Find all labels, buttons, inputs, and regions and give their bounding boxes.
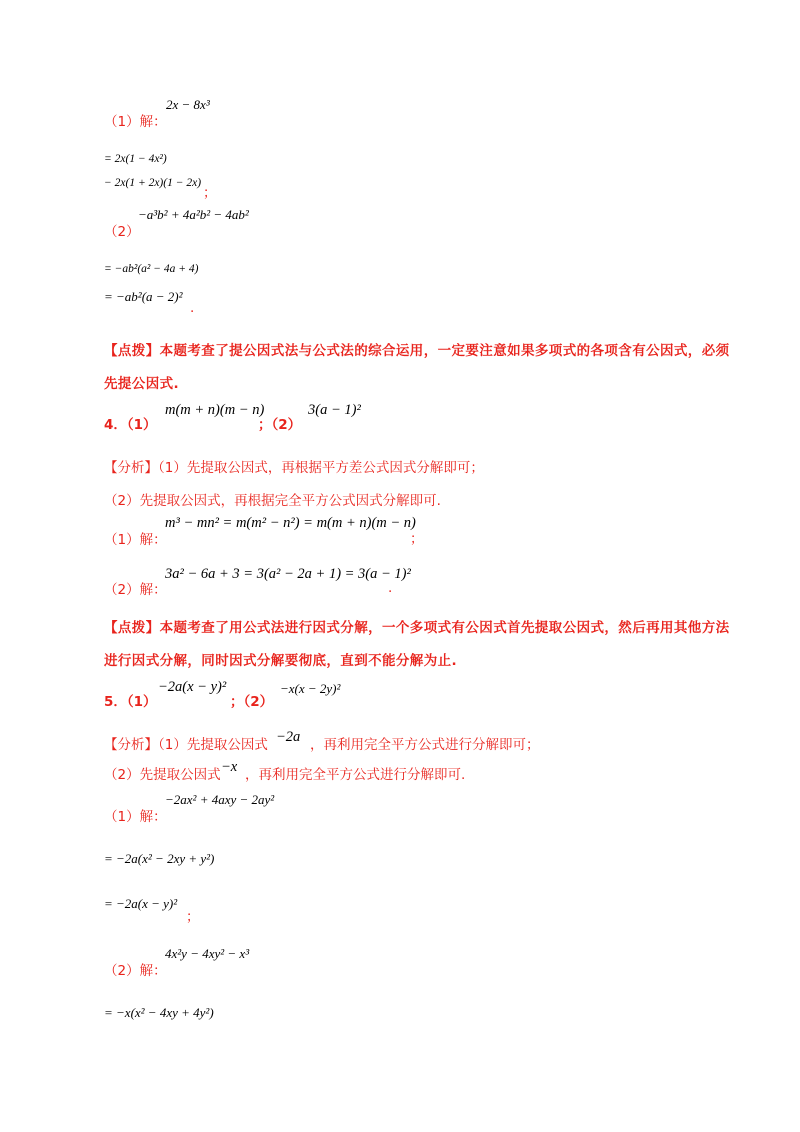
q5-answer-prefix: 5．（1）	[104, 694, 157, 710]
q5-part1-label: （1）解：	[104, 809, 167, 825]
q4-answer-prefix: 4．（1）	[104, 417, 157, 433]
q4-answer1: m(m + n)(m − n)	[165, 402, 265, 418]
q5-answer2: −x(x − 2y)²	[280, 681, 341, 696]
q3-part1-step2-punct: ；	[203, 185, 217, 201]
q3-part2-expression: −a³b² + 4a²b² − 4ab²	[138, 207, 249, 222]
q3-part2-step2: = −ab²(a − 2)²	[104, 289, 183, 304]
q4-part1-punct: ；	[410, 531, 424, 547]
q4-tip: 【点拨】本题考查了用公式法进行因式分解，一个多项式有公因式首先提取公因式，然后再用其他方法进行因式分解，同时因式分解要彻底，直到不能分解为止.	[104, 620, 730, 669]
q5-part1-step2-punct: ；	[186, 909, 200, 925]
q3-part2-step1: = −ab²(a² − 4a + 4)	[104, 263, 199, 275]
q4-analysis-line1: 【分析】（1）先提取公因式，再根据平方差公式因式分解即可；	[104, 460, 484, 476]
q4-part1-label: （1）解：	[104, 532, 167, 548]
q3-part1-step2: − 2x(1 + 2x)(1 − 2x)	[104, 177, 202, 189]
q5-analysis-line2-part-a: （2）先提取公因式	[104, 767, 221, 783]
q4-part2-punct: .	[388, 580, 393, 596]
q4-part2-label: （2）解：	[104, 582, 167, 598]
q3-part1-step1: = 2x(1 − 4x²)	[104, 153, 167, 165]
q5-answer1: −2a(x − y)²	[158, 679, 227, 695]
q3-part2-label: （2）	[104, 224, 140, 240]
q5-analysis-line1-part-a: 【分析】（1）先提取公因式	[104, 737, 268, 753]
q5-part1-step2: = −2a(x − y)²	[104, 896, 178, 911]
q5-part1-expression: −2ax² + 4axy − 2ay²	[165, 792, 275, 807]
q5-part2-label: （2）解：	[104, 963, 167, 979]
q3-part2-step2-punct: .	[190, 300, 195, 316]
q4-analysis-line2: （2）先提取公因式，再根据完全平方公式因式分解即可.	[104, 493, 441, 509]
q3-tip: 【点拨】本题考查了提公因式法与公式法的综合运用，一定要注意如果多项式的各项含有公因式，必须先提公因式.	[104, 343, 730, 392]
q5-analysis-line2-expression: −x	[221, 759, 238, 775]
q4-answer-separator: ；（2）	[258, 417, 302, 433]
q3-part1-label: （1）解：	[104, 114, 167, 130]
q3-part1-expression: 2x − 8x³	[166, 97, 210, 112]
q5-part2-expression: 4x²y − 4xy² − x³	[165, 946, 250, 961]
q4-answer2: 3(a − 1)²	[308, 402, 361, 418]
q5-analysis-line2-part-b: ，再利用完全平方公式进行分解即可.	[245, 767, 466, 783]
q5-answer-separator: ；（2）	[230, 694, 274, 710]
q5-analysis-line1-expression: −2a	[276, 729, 301, 745]
q4-part2-expression: 3a² − 6a + 3 = 3(a² − 2a + 1) = 3(a − 1)²	[165, 566, 411, 582]
q5-part1-step1: = −2a(x² − 2xy + y²)	[104, 851, 215, 866]
q5-analysis-line1-part-b: ，再利用完全平方公式进行分解即可；	[310, 737, 540, 753]
q4-part1-expression: m³ − mn² = m(m² − n²) = m(m + n)(m − n)	[165, 515, 416, 531]
q5-part2-step1: = −x(x² − 4xy + 4y²)	[104, 1005, 214, 1020]
